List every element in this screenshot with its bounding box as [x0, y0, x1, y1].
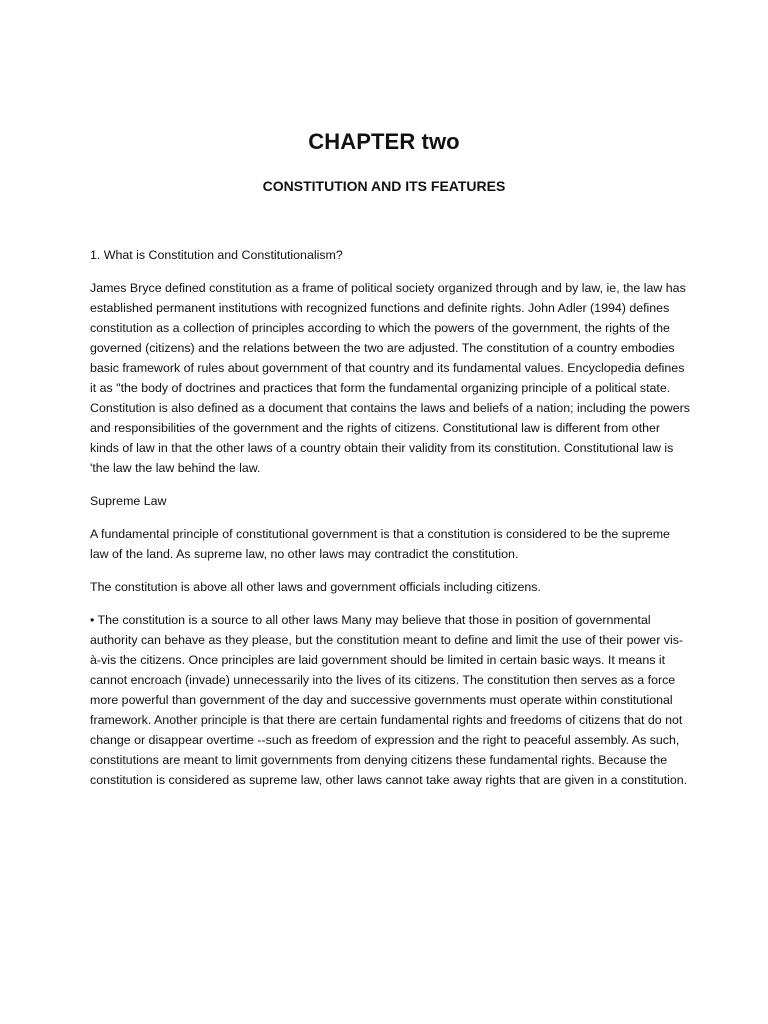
- paragraph-definition: James Bryce defined constitution as a frame of political society organized through and by law, ie, the law has established permanent institutions with recognized functions and definite rights. John Adler (1994) defines constitution as a collection of principles according to which the powers of the government, the rights of the governed (citizens) and the relations between the two are adjusted. The constitution of a country embodies basic framework of rules about government of that country and its fundamental values. Encyclopedia defines it as "the body of doctrines and practices that form the fundamental organizing principle of a political state. Constitution is also defined as a document that contains the laws and beliefs of a nation; including the powers and responsibilities of the government and the rights of citizens. Constitutional law is different from other kinds of law in that the other laws of a country obtain their validity from its constitution. Constitutional law is 'the law the law behind the law.: [90, 281, 690, 475]
- paragraph-above-all-laws: The constitution is above all other laws and government officials including citizens.: [90, 580, 541, 594]
- section-title: CONSTITUTION AND ITS FEATURES: [262, 178, 506, 194]
- subheading-supreme-law: Supreme Law: [90, 494, 167, 508]
- question-heading: 1. What is Constitution and Constitutionalism?: [90, 248, 343, 262]
- paragraph-bullet-source: • The constitution is a source to all other laws Many may believe that those in position of governmental authority can behave as they please, but the constitution meant to define and limit the use of their power vis-à-vis the citizens. Once principles are laid government should be limited in certain basic ways. It means it cannot encroach (invade) unnecessarily into the lives of its citizens. The constitution then serves as a force more powerful than government of the day and successive governments must operate within constitutional framework. Another principle is that there are certain fundamental rights and freedoms of citizens that do not change or disappear overtime --such as freedom of expression and the right to peaceful assembly. As such, constitutions are meant to limit governments from denying citizens these fundamental rights. Because the constitution is considered as supreme law, other laws cannot take away rights that are given in a constitution.: [90, 613, 688, 787]
- chapter-title: CHAPTER two: [308, 129, 460, 154]
- document-body: [90, 245, 690, 803]
- paragraph-supreme-law: A fundamental principle of constitutional government is that a constitution is considered to be the supreme law of the land. As supreme law, no other laws may contradict the constitution.: [90, 527, 670, 561]
